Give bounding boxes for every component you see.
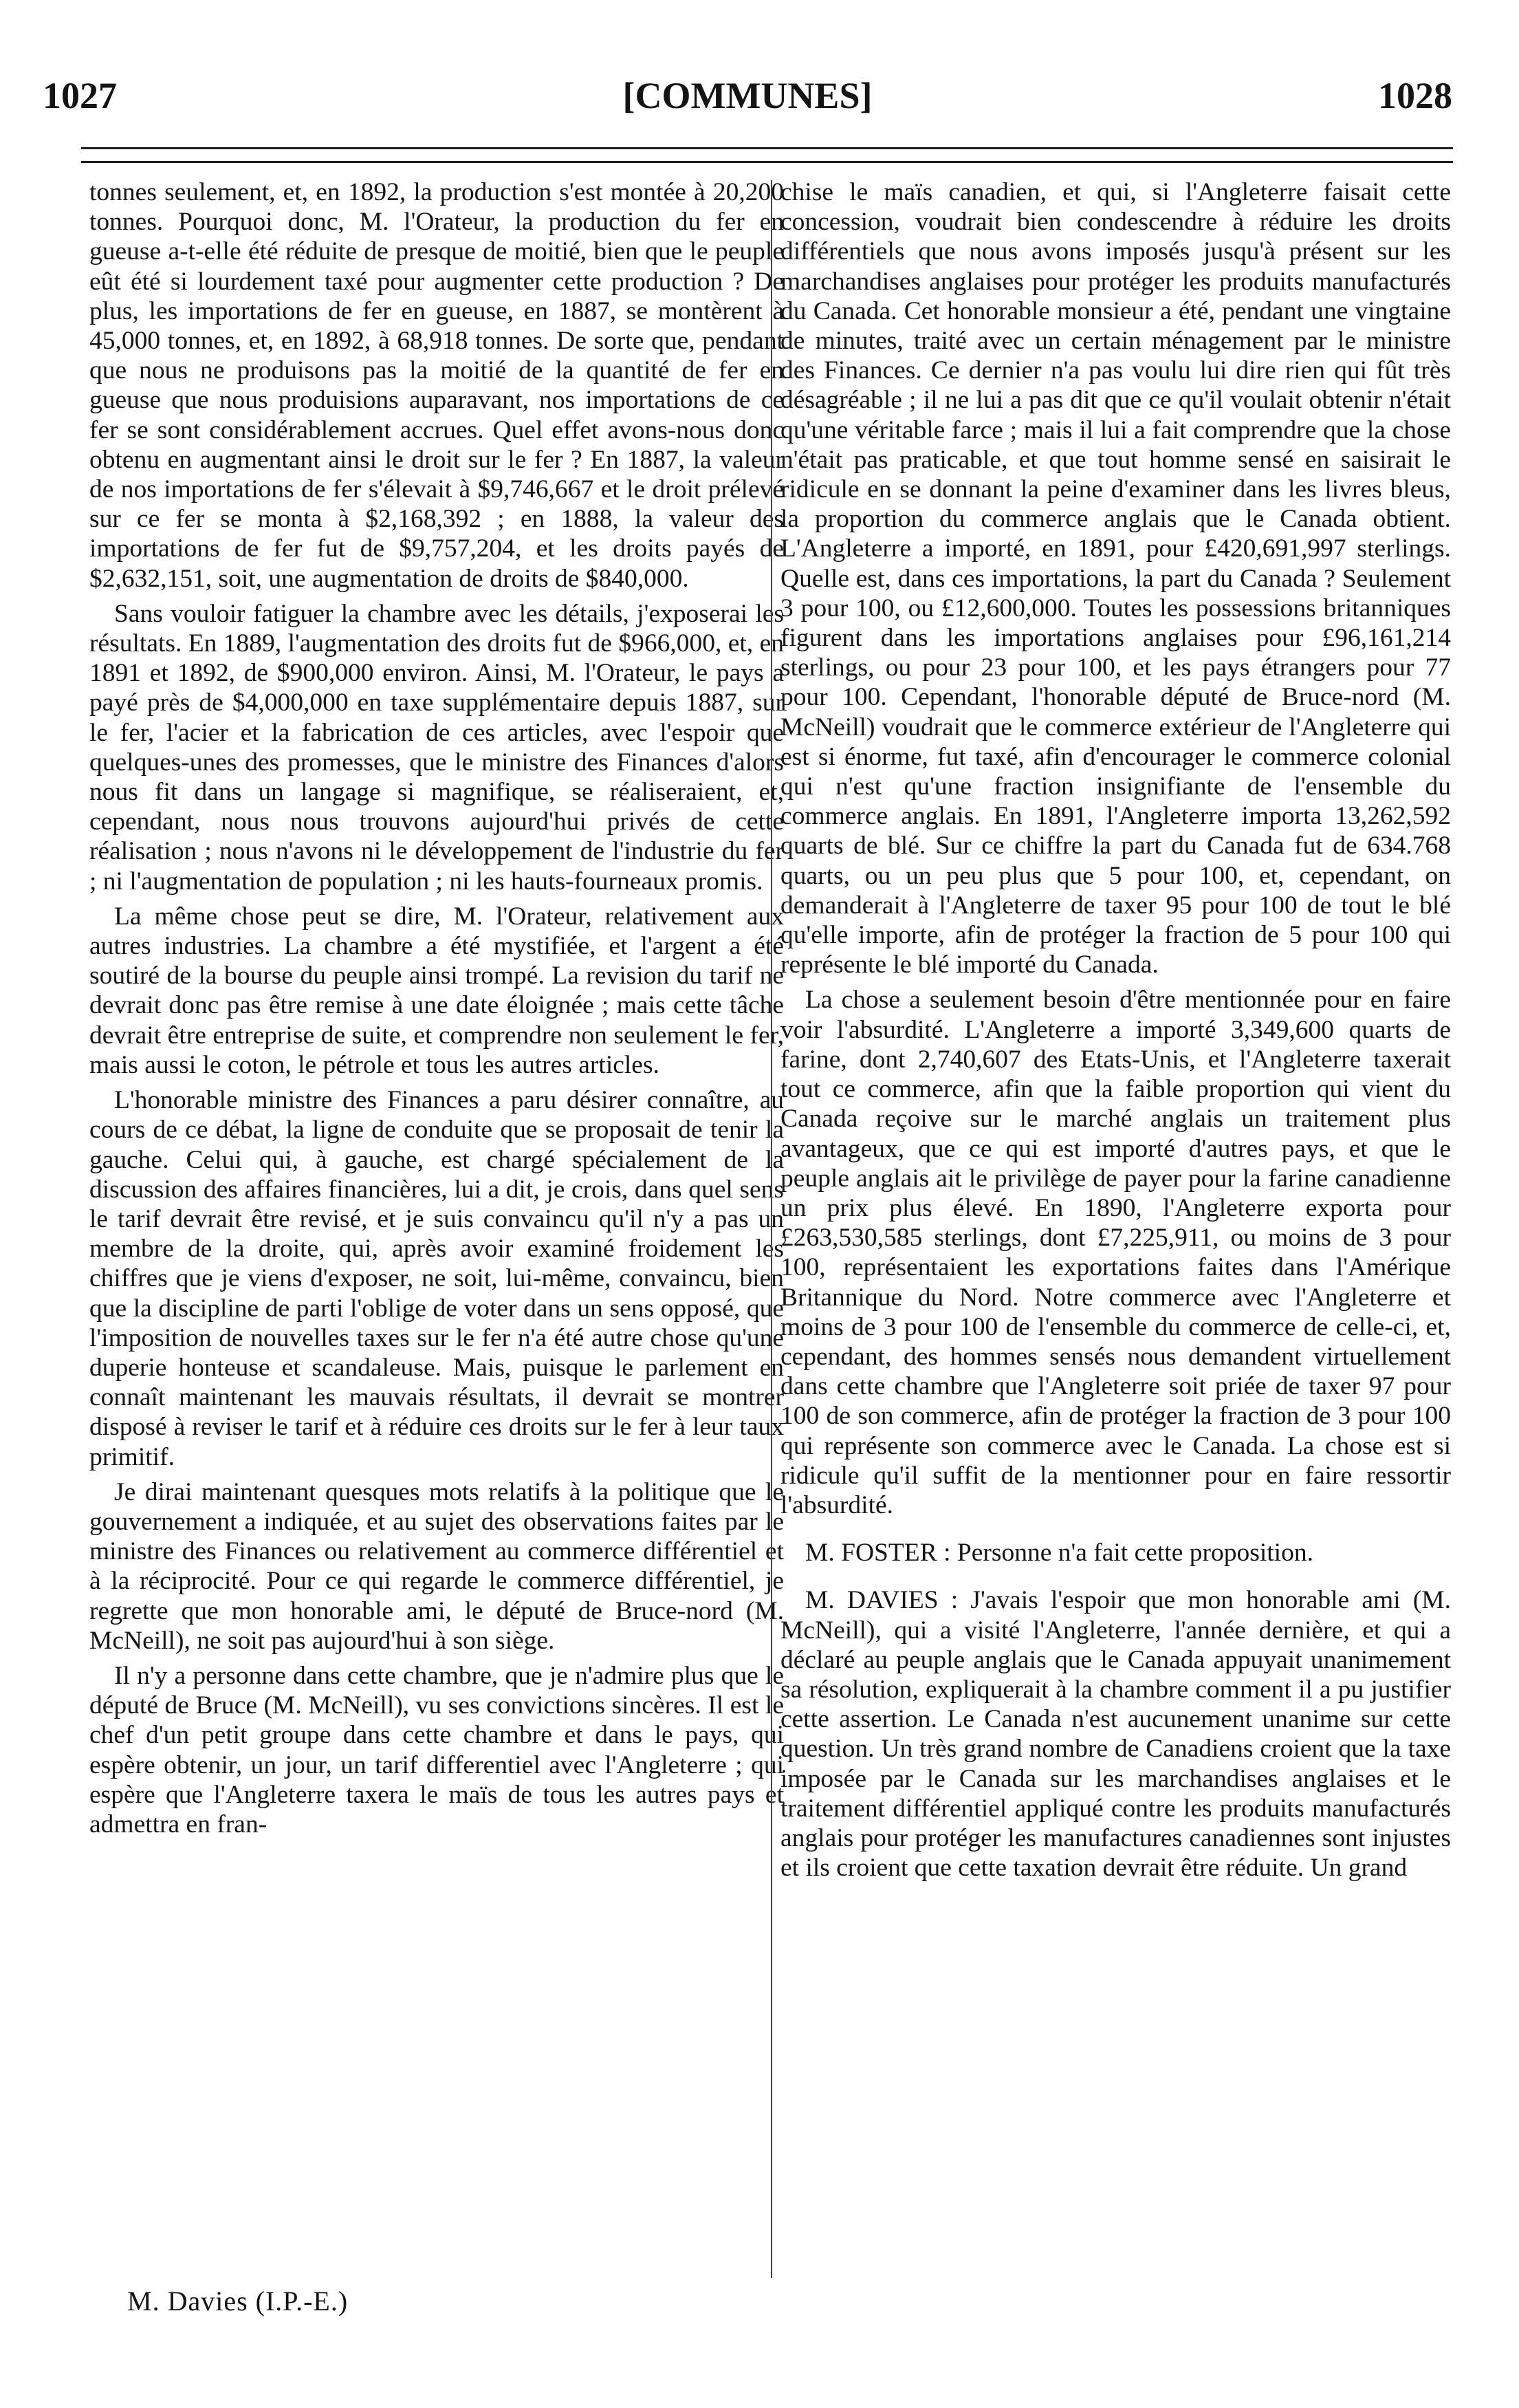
- header-rule-top: [81, 147, 1453, 149]
- section-title: [COMMUNES]: [622, 75, 873, 116]
- right-column: [780, 177, 1451, 1888]
- paragraph: Sans vouloir fatiguer la chambre avec les détails, j'exposerai les résultats. En 1889, l'augmentation des droits fut de $966,000, et, en 1891 et 1892, de $900,000 environ. Ainsi, M. l'Orateur, le pays a payé près de $4,000,000 en taxe supplémentaire depuis 1887, sur le fer, l'acier et la fabrication de ces articles, avec l'espoir que quelques-unes des promesses, que le ministre des Finances d'alors nous fit dans un langage si magnifique, se réaliseraient, et, cependant, nous nous trouvons aujourd'hui privés de cette réalisation ; nous n'avons ni le développement de l'industrie du fer ; ni l'augmentation de population ; ni les hauts-fourneaux promis.: [89, 599, 784, 896]
- header-rule-bottom: [81, 161, 1453, 163]
- paragraph: Il n'y a personne dans cette chambre, que je n'admire plus que le député de Bruce (M. McNeill), vu ses convictions sincères. Il est le chef d'un petit groupe dans cette chambre et dans le pays, qui espère obtenir, un jour, un tarif differentiel avec l'Angleterre ; qui espère que l'Angleterre taxera le maïs de tous les autres pays et admettra en fran-: [89, 1661, 784, 1838]
- paragraph: chise le maïs canadien, et qui, si l'Angleterre faisait cette concession, voudrait bien condescendre à réduire les droits différentiels que nous avons imposés jusqu'à présent sur les marchandises anglaises pour protéger les produits manufacturés du Canada. Cet honorable monsieur a été, pendant une vingtaine de minutes, traité avec un certain ménagement par le ministre des Finances. Ce dernier n'a pas voulu lui dire rien qui fût très désagréable ; il ne lui a pas dit que ce qu'il voulait obtenir n'était qu'une véritable farce ; mais il lui a fait comprendre que la chose n'était pas praticable, et que tout homme sensé en saisirait le ridicule en se donnant la peine d'examiner dans les livres bleus, la proportion du commerce anglais que le Canada obtient. L'Angleterre a importé, en 1891, pour £420,691,997 sterlings. Quelle est, dans ces importations, la part du Canada ? Seulement 3 pour 100, ou £12,600,000. Toutes les possessions britanniques figurent dans les importations anglaises pour £96,161,214 sterlings, ou pour 23 pour 100, et les pays étrangers pour 77 pour 100. Cependant, l'honorable député de Bruce-nord (M. McNeill) voudrait que le commerce extérieur de l'Angleterre qui est si énorme, fut taxé, afin d'encourager le commerce colonial qui n'est qu'une fraction insignifiante de l'ensemble du commerce anglais. En 1891, l'Angleterre importa 13,262,592 quarts de blé. Sur ce chiffre la part du Canada fut de 634.768 quarts, ou un peu plus que 5 pour 100, et, cependant, on demanderait à l'Angleterre de taxer 95 pour 100 de tout le blé qu'elle importe, afin de protéger la fraction de 5 pour 100 qui représente le blé importé du Canada.: [780, 178, 1451, 979]
- page-number-left: 1027: [43, 75, 117, 116]
- column-divider: [771, 180, 772, 2278]
- speaker-paragraph: M. DAVIES : J'avais l'espoir que mon honorable ami (M. McNeill), qui a visité l'Angleterre, l'année dernière, et qui a déclaré au peuple anglais que le Canada appuyait unanimement sa résolution, expliquerait à la chambre comment il a pu justifier cette assertion. Le Canada n'est aucunement unanime sur cette question. Un très grand nombre de Canadiens croient que la taxe imposée par le Canada sur les marchandises anglaises et le traitement différentiel appliqué contre les produits manufacturés anglais pour protéger les manufactures canadiennes sont injustes et ils croient que cette taxation devrait être réduite. Un grand: [780, 1586, 1451, 1883]
- page-number-right: 1028: [1378, 75, 1452, 116]
- paragraph: tonnes seulement, et, en 1892, la production s'est montée à 20,200 tonnes. Pourquoi donc, M. l'Orateur, la production du fer en gueuse a-t-elle été réduite de presque de moitié, bien que le peuple eût été si lourdement taxé pour augmenter cette production ? De plus, les importations de fer en gueuse, en 1887, se montèrent à 45,000 tonnes, et, en 1892, à 68,918 tonnes. De sorte que, pendant que nous ne produisons pas la moitié de la quantité de fer en gueuse que nous produisions auparavant, nos importations de ce fer se sont considérablement accrues. Quel effet avons-nous donc obtenu en augmentant ainsi le droit sur le fer ? En 1887, la valeur de nos importations de fer s'élevait à $9,746,667 et le droit prélevé sur ce fer se monta à $2,168,392 ; en 1888, la valeur des importations de fer fut de $9,757,204, et les droits payés de $2,632,151, soit, une augmentation de droits de $840,000.: [89, 178, 784, 593]
- paragraph: Je dirai maintenant quesques mots relatifs à la politique que le gouvernement a indiquée, et au sujet des observations faites par le ministre des Finances ou relativement au commerce différentiel et à la réciprocité. Pour ce qui regarde le commerce différentiel, je regrette que mon honorable ami, le député de Bruce-nord (M. McNeill), ne soit pas aujourd'hui à son siège.: [89, 1477, 784, 1655]
- left-column: [89, 177, 784, 1845]
- paragraph: L'honorable ministre des Finances a paru désirer connaître, au cours de ce débat, la ligne de conduite que se proposait de tenir la gauche. Celui qui, à gauche, est chargé spécialement de la discussion des affaires financières, lui a dit, je crois, dans quel sens le tarif devrait être revisé, et je suis convaincu qu'il n'y a pas un membre de la droite, qui, après avoir examiné froidement les chiffres que je viens d'exposer, ne soit, lui-même, convaincu, bien que la discipline de parti l'oblige de voter dans un sens opposé, que l'imposition de nouvelles taxes sur le fer n'a été autre chose qu'une duperie honteuse et scandaleuse. Mais, puisque le parlement en connaît maintenant les mauvais résultats, il devrait se montrer disposé à reviser le tarif et à réduire ces droits sur le fer à leur taux primitif.: [89, 1086, 784, 1471]
- paragraph: La chose a seulement besoin d'être mentionnée pour en faire voir l'absurdité. L'Angleterre a importé 3,349,600 quarts de farine, dont 2,740,607 des Etats-Unis, et l'Angleterre taxerait tout ce commerce, afin que la faible proportion qui vient du Canada reçoive sur le marché anglais un traitement plus avantageux, que ce qui est importé d'autres pays, et que le peuple anglais ait le privilège de payer pour la farine canadienne un prix plus élevé. En 1890, l'Angleterre exporta pour £263,530,585 sterlings, dont £7,225,911, ou moins de 3 pour 100, représentaient les exportations faites dans l'Amérique Britannique du Nord. Notre commerce avec l'Angleterre et moins de 3 pour 100 de l'ensemble du commerce de celle-ci, et, cependant, des hommes sensés nous demandent virtuellement dans cette chambre que l'Angleterre soit priée de taxer 97 pour 100 de son commerce, afin de protéger la fraction de 3 pour 100 qui représente son commerce avec le Canada. La chose est si ridicule qu'il suffit de la mentionner pour en faire ressortir l'absurdité.: [780, 986, 1451, 1519]
- page-header: [43, 74, 1452, 129]
- running-footer: M. Davies (I.P.-E.): [127, 2286, 349, 2317]
- speaker-paragraph: M. FOSTER : Personne n'a fait cette proposition.: [805, 1539, 1313, 1568]
- paragraph: La même chose peut se dire, M. l'Orateur, relativement aux autres industries. La chambre a été mystifiée, et l'argent a été soutiré de la bourse du peuple ainsi trompé. La revision du tarif ne devrait donc pas être remise à une date éloignée ; mais cette tâche devrait être entreprise de suite, et comprendre non seulement le fer, mais aussi le coton, le pétrole et tous les autres articles.: [89, 902, 784, 1079]
